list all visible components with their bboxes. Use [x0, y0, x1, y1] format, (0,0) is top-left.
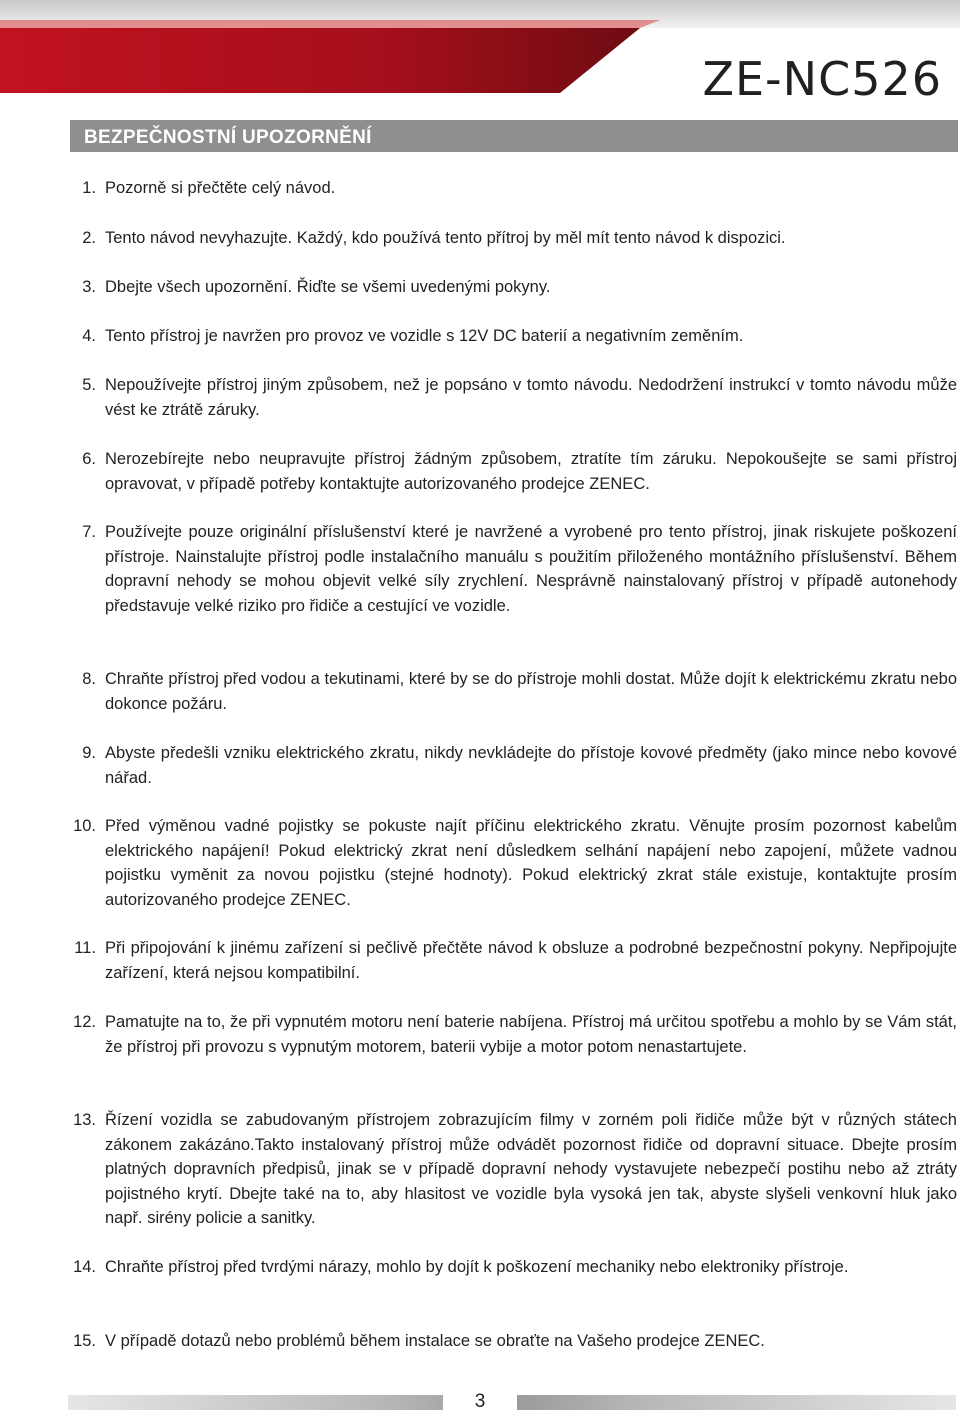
item-text: Nerozebírejte nebo neupravujte přístroj žádným způsobem, ztratíte tím záruku. Nepokoušejte se sami přístroj opravovat, v případě potřeby kontaktujte autorizovaného prodejce ZENEC. [105, 450, 957, 493]
item-number: 2. [82, 229, 96, 247]
item-text: Nepoužívejte přístroj jiným způsobem, než je popsáno v tomto návodu. Nedodržení instrukcí v tomto návodu může vést ke ztrátě záruky. [105, 376, 957, 419]
model-name: ZE-NC526 [702, 52, 942, 106]
item-text: Abyste předešli vzniku elektrického zkratu, nikdy nevkládejte do přístoje kovové předměty (jako mince nebo kovové nářad. [105, 744, 957, 787]
item-text: Při připojování k jinému zařízení si pečlivě přečtěte návod k obsluze a podrobné bezpečnostní pokyny. Nepřipojujte zařízení, která nejsou kompatibilní. [105, 939, 957, 982]
header-red-highlight [0, 20, 660, 28]
item-text: V případě dotazů nebo problémů během instalace se obraťte na Vašeho prodejce ZENEC. [105, 1332, 765, 1350]
item-text: Chraňte přístroj před tvrdými nárazy, mohlo by dojít k poškození mechaniky nebo elektroniky přístroje. [105, 1258, 849, 1276]
section-header [70, 120, 958, 152]
page-number: 3 [443, 1390, 517, 1414]
item-number: 11. [74, 939, 96, 957]
item-text: Tento přístroj je navržen pro provoz ve vozidle s 12V DC baterií a negativním zeměním. [105, 327, 744, 345]
item-number: 15. [73, 1332, 96, 1350]
item-number: 7. [82, 523, 96, 541]
item-text: Pamatujte na to, že při vypnutém motoru není baterie nabíjena. Přístroj má určitou spotřebu a mohlo by se Vám stát, že přístroj při provozu s vypnutým motorem, baterii vybije a motor potom nenastartujete. [105, 1013, 957, 1056]
item-number: 3. [82, 278, 96, 296]
item-number: 10. [73, 817, 96, 835]
page-header [0, 0, 960, 110]
item-number: 5. [82, 376, 96, 394]
item-text: Dbejte všech upozornění. Řiďte se všemi uvedenými pokyny. [105, 278, 551, 296]
header-red-band [0, 28, 640, 93]
item-text: Pozorně si přečtěte celý návod. [105, 179, 336, 197]
item-text: Před výměnou vadné pojistky se pokuste najít příčinu elektrického zkratu. Věnujte prosím pozornost kabelům elektrického napájení! Pokud elektrický zkrat není důsledkem selhání napájení nebo zapojení, můžete vadnou pojistku vyměnit za novou pojistku (stejné hodnoty). Pokud elektrický zkrat stále existuje, kontaktujte prosím autorizovaného prodejce ZENEC. [105, 817, 957, 909]
item-number: 12. [73, 1013, 96, 1031]
section-title: BEZPEČNOSTNÍ UPOZORNĚNÍ [84, 127, 372, 148]
item-number: 8. [82, 670, 96, 688]
item-number: 6. [82, 450, 96, 468]
item-number: 9. [82, 744, 96, 762]
item-text: Chraňte přístroj před vodou a tekutinami, které by se do přístroje mohli dostat. Může dojít k elektrickému zkratu nebo dokonce požáru. [105, 670, 957, 713]
item-number: 14. [73, 1258, 96, 1276]
item-number: 13. [73, 1111, 96, 1129]
item-number: 4. [82, 327, 96, 345]
item-text: Řízení vozidla se zabudovaným přístrojem zobrazujícím filmy v zorném poli řidiče může být v různých státech zákonem zakázáno.Takto instalovaný přístroj může odvádět pozornost řidiče od dopravní situace. Dbejte prosím platných dopravních předpisů, jinak se v případě dopravní nehody vystavujete nebezpečí postihu nebo až ztráty pojistného krytí. Dbejte také na to, aby hlasitost ve vozidle byla vysoká jen tak, abyste slyšeli venkovní hluk jako např. sirény policie a sanitky. [105, 1111, 957, 1227]
item-number: 1. [82, 179, 96, 197]
item-text: Používejte pouze originální příslušenství které je navržené a vyrobené pro tento přístroj, jinak riskujete poškození přístroje. Nainstalujte přístroj podle instalačního manuálu s použitím přiloženého montážního příslušenství. Během dopravní nehody se mohou objevit velké síly zrychlení. Nesprávně nainstalovaný přístroj v případě autonehody představuje velké riziko pro řidiče a cestující ve vozidle. [105, 523, 957, 615]
item-text: Tento návod nevyhazujte. Každý, kdo používá tento přítroj by měl mít tento návod k dispozici. [105, 229, 786, 247]
